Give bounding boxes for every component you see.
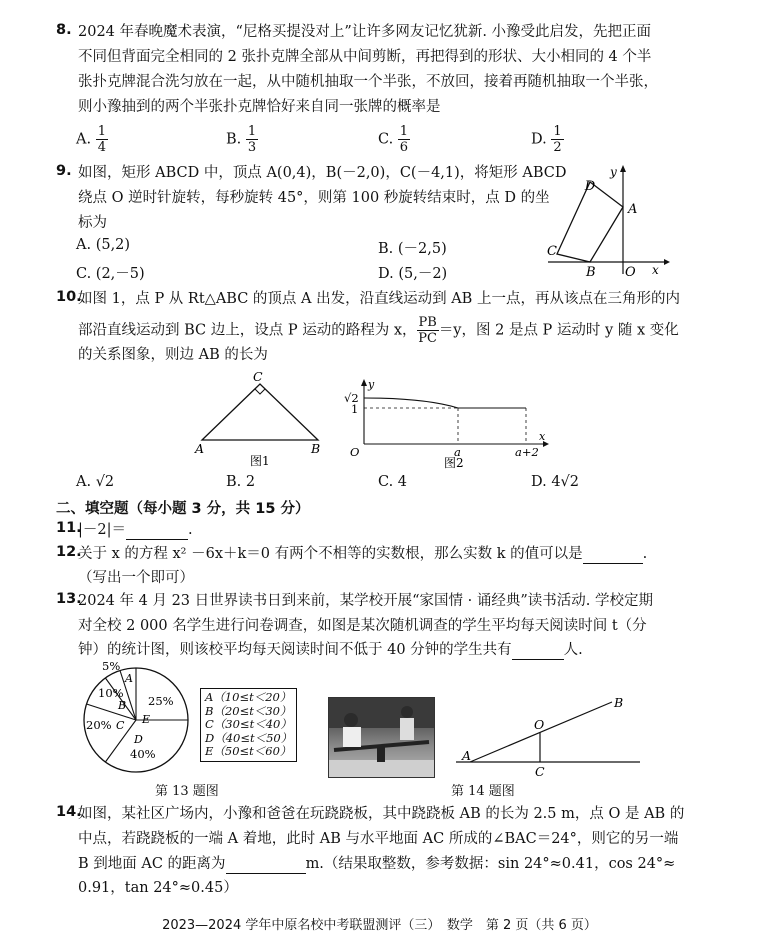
q12-answer-blank[interactable] xyxy=(583,547,643,564)
photo-ground xyxy=(329,760,434,777)
slice-percent-40: 40% xyxy=(130,747,156,761)
rectangle-abcd xyxy=(557,182,623,262)
q8-number: 8. xyxy=(56,22,72,38)
legend-item-b: B（20≤t＜30） xyxy=(205,703,292,718)
q10-line-1: 如图 1，点 P 从 Rt△ABC 的顶点 A 出发，沿直线运动到 AB 上一点，再从该点在三角形的内 xyxy=(78,291,680,307)
q9-option-b[interactable]: B. (－2,5) xyxy=(378,241,447,257)
child-head xyxy=(401,706,413,718)
seesaw-photo-illustration xyxy=(329,698,434,777)
slice-percent-10: 10% xyxy=(98,686,124,700)
q13-line-2: 对全校 2 000 名学生进行问卷调查，如图是某次随机调查的学生平均每天阅读时间 t（分 xyxy=(78,618,647,634)
q9-line-2: 绕点 O 逆时针旋转，每秒旋转 45°，则第 100 秒旋转结束时，点 D 的坐 xyxy=(78,190,550,206)
photo-background-trees xyxy=(329,698,434,728)
section-fill-in-heading: 二、填空题（每小题 3 分，共 15 分） xyxy=(56,501,310,517)
label-one: 1 xyxy=(351,402,359,416)
label-y: y xyxy=(610,165,617,179)
q10-option-b[interactable]: B. 2 xyxy=(226,474,256,490)
seesaw-photo xyxy=(328,697,435,778)
slice-percent-20: 20% xyxy=(86,718,112,732)
denominator: 6 xyxy=(399,140,409,155)
q9-line-1: 如图，矩形 ABCD 中，顶点 A(0,4)，B(－2,0)，C(－4,1)，将矩形 ABCD xyxy=(78,165,567,181)
q14-line-4: 0.91，tan 24°≈0.45） xyxy=(78,880,238,896)
legend-item-e: E（50≤t＜60） xyxy=(205,744,292,758)
option-label: A. xyxy=(76,131,92,148)
curve-segment xyxy=(364,398,458,408)
q9-coordinate-figure xyxy=(540,162,675,278)
q14-text: B 到地面 AC 的距离为 xyxy=(78,856,226,872)
q10-line-2-pre: 部沿直线运动到 BC 边上，设点 P 运动的路程为 x， xyxy=(78,322,417,339)
label-d: D xyxy=(584,179,596,194)
label-b: B xyxy=(614,695,624,710)
numerator: PB xyxy=(418,315,437,330)
legend-item-d: D（40≤t＜50） xyxy=(205,730,293,745)
slice-percent-25: 25% xyxy=(148,694,174,708)
pb-over-pc xyxy=(417,315,439,346)
fraction xyxy=(398,124,410,155)
q12-text: 关于 x 的方程 x² －6x＋k＝0 有两个不相等的实数根，那么实数 k 的值可以是 xyxy=(78,546,583,562)
slice-label-d: D xyxy=(134,733,143,746)
q14-caption: 第 14 题图 xyxy=(451,784,515,799)
label-sqrt2: √2 xyxy=(344,391,359,405)
numerator: 1 xyxy=(553,124,562,139)
label-x: x xyxy=(539,430,546,443)
q14-number: 14. xyxy=(56,804,82,820)
option-label: D. xyxy=(531,131,547,148)
label-y: y xyxy=(368,378,375,391)
q9-option-a[interactable]: A. (5,2) xyxy=(76,237,131,253)
q13-end: 人. xyxy=(563,642,583,658)
page-footer: 2023—2024 学年中原名校中考联盟测评（三） 数学 第 2 页（共 6 页） xyxy=(162,918,597,933)
denominator: PC xyxy=(418,331,437,346)
q13-line-1: 2024 年 4 月 23 日世界读书日到来前，某学校开展“家国情 · 诵经典”读书活动. 学校定期 xyxy=(78,593,653,609)
label-a: A xyxy=(462,748,472,763)
x-axis-arrow xyxy=(664,259,670,265)
child-body xyxy=(400,718,414,740)
option-label: B. xyxy=(226,131,242,148)
q14-answer-blank[interactable] xyxy=(226,857,306,874)
right-angle-mark xyxy=(255,389,265,394)
q11-text: |－2|＝ xyxy=(78,522,126,538)
label-o: O xyxy=(534,717,545,732)
q11-line xyxy=(78,520,193,540)
right-triangle-abc xyxy=(202,384,318,440)
q9-number: 9. xyxy=(56,163,72,179)
q13-answer-blank[interactable] xyxy=(512,643,564,660)
q8-option-a[interactable] xyxy=(76,124,108,155)
figure-caption: 图2 xyxy=(444,456,464,470)
q14-text-post: m.（结果取整数，参考数据：sin 24°≈0.41，cos 24°≈ xyxy=(305,856,676,872)
label-c: C xyxy=(547,244,557,259)
q13-caption: 第 13 题图 xyxy=(155,784,219,799)
label-b: B xyxy=(311,441,321,456)
denominator: 4 xyxy=(97,140,106,155)
numerator: 1 xyxy=(247,124,257,139)
y-axis-arrow xyxy=(620,165,626,172)
q8-line-2: 不同但背面完全相同的 2 张扑克牌全部从中间剪断，再把得到的形状、大小相同的 4 个半 xyxy=(78,49,652,65)
q8-line-3: 张扑克牌混合洗匀放在一起，从中随机抽取一个半张，不放回，接着再随机抽取一个半张， xyxy=(78,74,658,90)
q10-option-c[interactable]: C. 4 xyxy=(378,474,408,490)
q11-end: . xyxy=(188,522,193,538)
q10-option-a[interactable]: A. √2 xyxy=(76,474,115,490)
label-a: A xyxy=(195,441,205,456)
slice-percent-5: 5% xyxy=(102,659,121,673)
q10-option-d[interactable]: D. 4√2 xyxy=(531,474,580,490)
fraction xyxy=(96,124,108,155)
fraction xyxy=(551,124,563,155)
q14-figure xyxy=(450,694,650,780)
q9-option-d[interactable]: D. (5,－2) xyxy=(378,266,448,282)
q10-number: 10. xyxy=(56,289,82,305)
q10-line-2 xyxy=(78,315,679,346)
label-a-plus-2: a+2 xyxy=(515,445,539,459)
q13-legend xyxy=(200,688,297,762)
q14-line-3 xyxy=(78,854,675,874)
legend-item-a: A（10≤t＜20） xyxy=(205,690,292,704)
q12-line-2: （写出一个即可） xyxy=(78,570,194,586)
q12-end: . xyxy=(642,546,648,562)
q12-number: 12. xyxy=(56,544,82,560)
q9-option-c[interactable]: C. (2,－5) xyxy=(76,266,145,282)
q14-line-1: 如图，某社区广场内，小豫和爸爸在玩跷跷板，其中跷跷板 AB 的长为 2.5 m，点 O 是 AB 的 xyxy=(78,806,685,822)
label-a: A xyxy=(628,202,638,217)
label-o: O xyxy=(625,265,636,278)
slice-label-c: C xyxy=(116,719,125,732)
q9-line-3: 标为 xyxy=(78,215,107,231)
seesaw-ab xyxy=(470,702,612,762)
q12-line-1 xyxy=(78,544,647,564)
label-b: B xyxy=(586,265,596,278)
q10-figure-1 xyxy=(190,370,330,470)
q10-figure-2 xyxy=(340,378,555,470)
label-c: C xyxy=(253,370,263,384)
slice-label-a: A xyxy=(125,672,133,685)
denominator: 2 xyxy=(553,140,562,155)
father-head xyxy=(344,713,358,727)
seesaw-pivot xyxy=(377,746,385,762)
q8-line-4: 则小豫抽到的两个半张扑克牌恰好来自同一张牌的概率是 xyxy=(78,99,441,115)
q8-option-b[interactable] xyxy=(226,124,258,155)
option-label: C. xyxy=(378,131,394,148)
q14-line-2: 中点，若跷跷板的一端 A 着地，此时 AB 与水平地面 AC 所成的∠BAC＝24°，则它的另一端 xyxy=(78,831,679,847)
q11-answer-blank[interactable] xyxy=(126,523,188,540)
slice-label-b: B xyxy=(118,699,127,712)
numerator: 1 xyxy=(97,124,106,139)
fraction xyxy=(246,124,258,155)
figure-caption: 图1 xyxy=(250,454,270,468)
label-origin: O xyxy=(350,445,360,459)
q8-option-c[interactable] xyxy=(378,124,410,155)
denominator: 3 xyxy=(247,140,257,155)
label-c: C xyxy=(535,764,545,779)
slice-label-e: E xyxy=(142,713,151,726)
q13-number: 13. xyxy=(56,591,82,607)
numerator: 1 xyxy=(399,124,409,139)
q8-line-1: 2024 年春晚魔术表演，“尼格买提没对上”让许多网友记忆犹新. 小豫受此启发，先把正面 xyxy=(78,24,652,40)
legend-item-c: C（30≤t＜40） xyxy=(205,717,292,731)
q11-number: 11. xyxy=(56,520,82,536)
q13-pie-chart xyxy=(78,655,196,773)
label-a: a xyxy=(454,445,461,459)
father-body xyxy=(343,727,361,747)
q13-text: 钟）的统计图，则该校平均每天阅读时间不低于 40 分钟的学生共有 xyxy=(78,642,512,658)
y-axis-arrow xyxy=(361,379,367,386)
q10-line-3: 的关系图象，则边 AB 的长为 xyxy=(78,347,268,363)
label-x: x xyxy=(652,263,659,277)
q10-line-2-post: ＝y，图 2 是点 P 运动时 y 随 x 变化 xyxy=(438,322,679,339)
q8-option-d[interactable] xyxy=(531,124,564,155)
